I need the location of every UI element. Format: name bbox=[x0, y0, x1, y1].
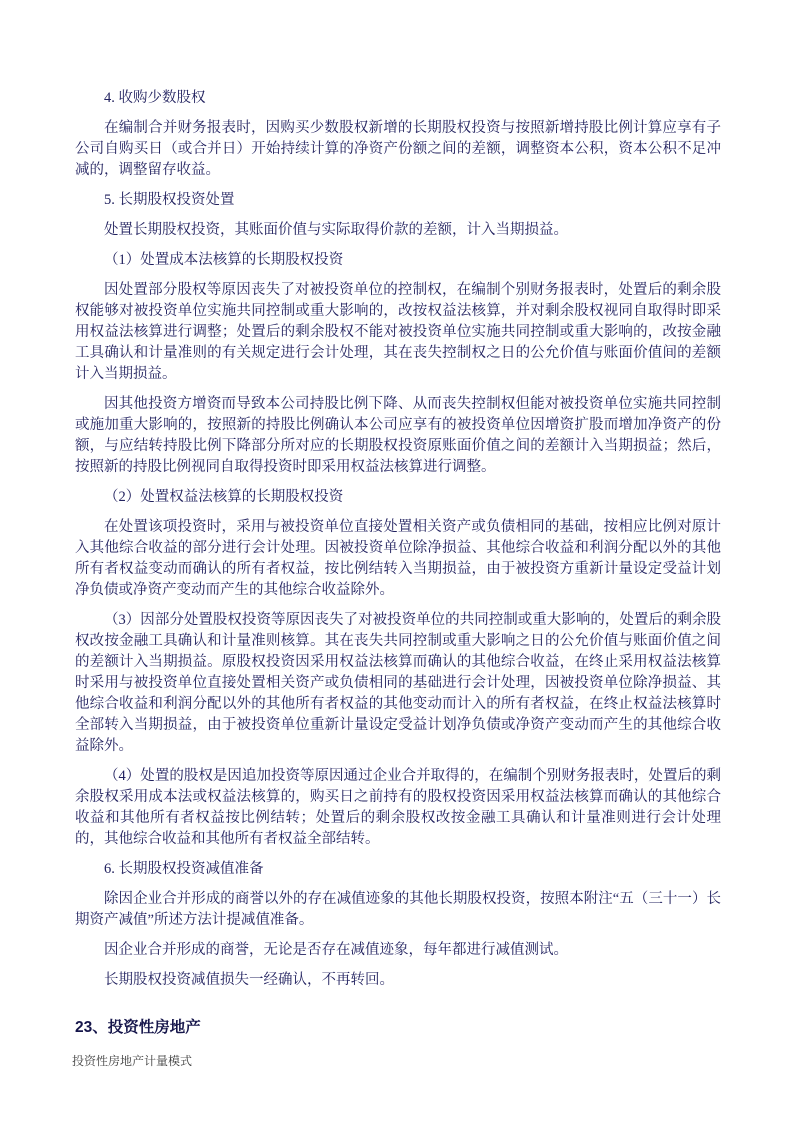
paragraph: 除因企业合并形成的商誉以外的存在减值迹象的其他长期股权投资，按照本附注“五（三十一）长期资产减值”所述方法计提减值准备。 bbox=[75, 891, 721, 928]
numbered-item-heading: 5. 长期股权投资处置 bbox=[104, 192, 235, 208]
paragraph: 因企业合并形成的商誉，无论是否存在减值迹象，每年都进行减值测试。 bbox=[104, 942, 568, 958]
section-heading: 23、投资性房地产 bbox=[75, 1019, 201, 1036]
paragraph: 处置长期股权投资，其账面价值与实际取得价款的差额，计入当期损益。 bbox=[104, 222, 568, 238]
document-content bbox=[72, 88, 721, 1069]
paragraph: （3）因部分处置股权投资等原因丧失了对被投资单位的共同控制或重大影响的，处置后的剩余股权改按金融工具确认和计量准则核算。其在丧失共同控制或重大影响之日的公允价值与账面价值之间的差额计入当期损益。原股权投资因采用权益法核算而确认的其他综合收益，在终止采用权益法核算时采用与被投资单位直接处置相关资产或负债相同的基础进行会计处理，因被投资单位除净损益、其他综合收益和利润分配以外的其他所有者权益的其他变动而计入的所有者权益，在终止权益法核算时全部转入当期损益，由于被投资单位重新计量设定受益计划净负债或净资产变动而产生的其他综合收益除外。 bbox=[75, 612, 721, 754]
sub-item-heading: （1）处置成本法核算的长期股权投资 bbox=[104, 252, 344, 268]
paragraph: 因处置部分股权等原因丧失了对被投资单位的控制权，在编制个别财务报表时，处置后的剩余股权能够对被投资单位实施共同控制或重大影响的，改按权益法核算，并对剩余股权视同自取得时即采用权益法核算进行调整；处置后的剩余股权不能对被投资单位实施共同控制或重大影响的，改按金融工具确认和计量准则的有关规定进行会计处理，其在丧失控制权之日的公允价值与账面价值间的差额计入当期损益。 bbox=[75, 282, 721, 382]
sub-item-heading: （2）处置权益法核算的长期股权投资 bbox=[104, 489, 344, 505]
numbered-item-heading: 4. 收购少数股权 bbox=[104, 90, 206, 106]
numbered-item-heading: 6. 长期股权投资减值准备 bbox=[104, 861, 264, 877]
paragraph: 在编制合并财务报表时，因购买少数股权新增的长期股权投资与按照新增持股比例计算应享有子公司自购买日（或合并日）开始持续计算的净资产份额之间的差额，调整资本公积，资本公积不足冲减的，调整留存收益。 bbox=[75, 120, 721, 178]
footer-note: 投资性房地产计量模式 bbox=[72, 1054, 193, 1068]
paragraph: 因其他投资方增资而导致本公司持股比例下降、从而丧失控制权但能对被投资单位实施共同控制或施加重大影响的，按照新的持股比例确认本公司应享有的被投资单位因增资扩股而增加净资产的份额，与应结转持股比例下降部分所对应的长期股权投资原账面价值之间的差额计入当期损益；然后，按照新的持股比例视同自取得投资时即采用权益法核算进行调整。 bbox=[75, 396, 721, 475]
paragraph: 长期股权投资减值损失一经确认，不再转回。 bbox=[104, 972, 394, 988]
paragraph: （4）处置的股权是因追加投资等原因通过企业合并取得的，在编制个别财务报表时，处置后的剩余股权采用成本法或权益法核算的，购买日之前持有的股权投资因采用权益法核算而确认的其他综合收益和其他所有者权益按比例结转；处置后的剩余股权改按金融工具确认和计量准则进行会计处理的，其他综合收益和其他所有者权益全部结转。 bbox=[75, 768, 721, 847]
paragraph: 在处置该项投资时，采用与被投资单位直接处置相关资产或负债相同的基础，按相应比例对原计入其他综合收益的部分进行会计处理。因被投资单位除净损益、其他综合收益和利润分配以外的其他所有者权益变动而确认的所有者权益，按比例结转入当期损益，由于被投资方重新计量设定受益计划净负债或净资产变动而产生的其他综合收益除外。 bbox=[75, 519, 721, 598]
